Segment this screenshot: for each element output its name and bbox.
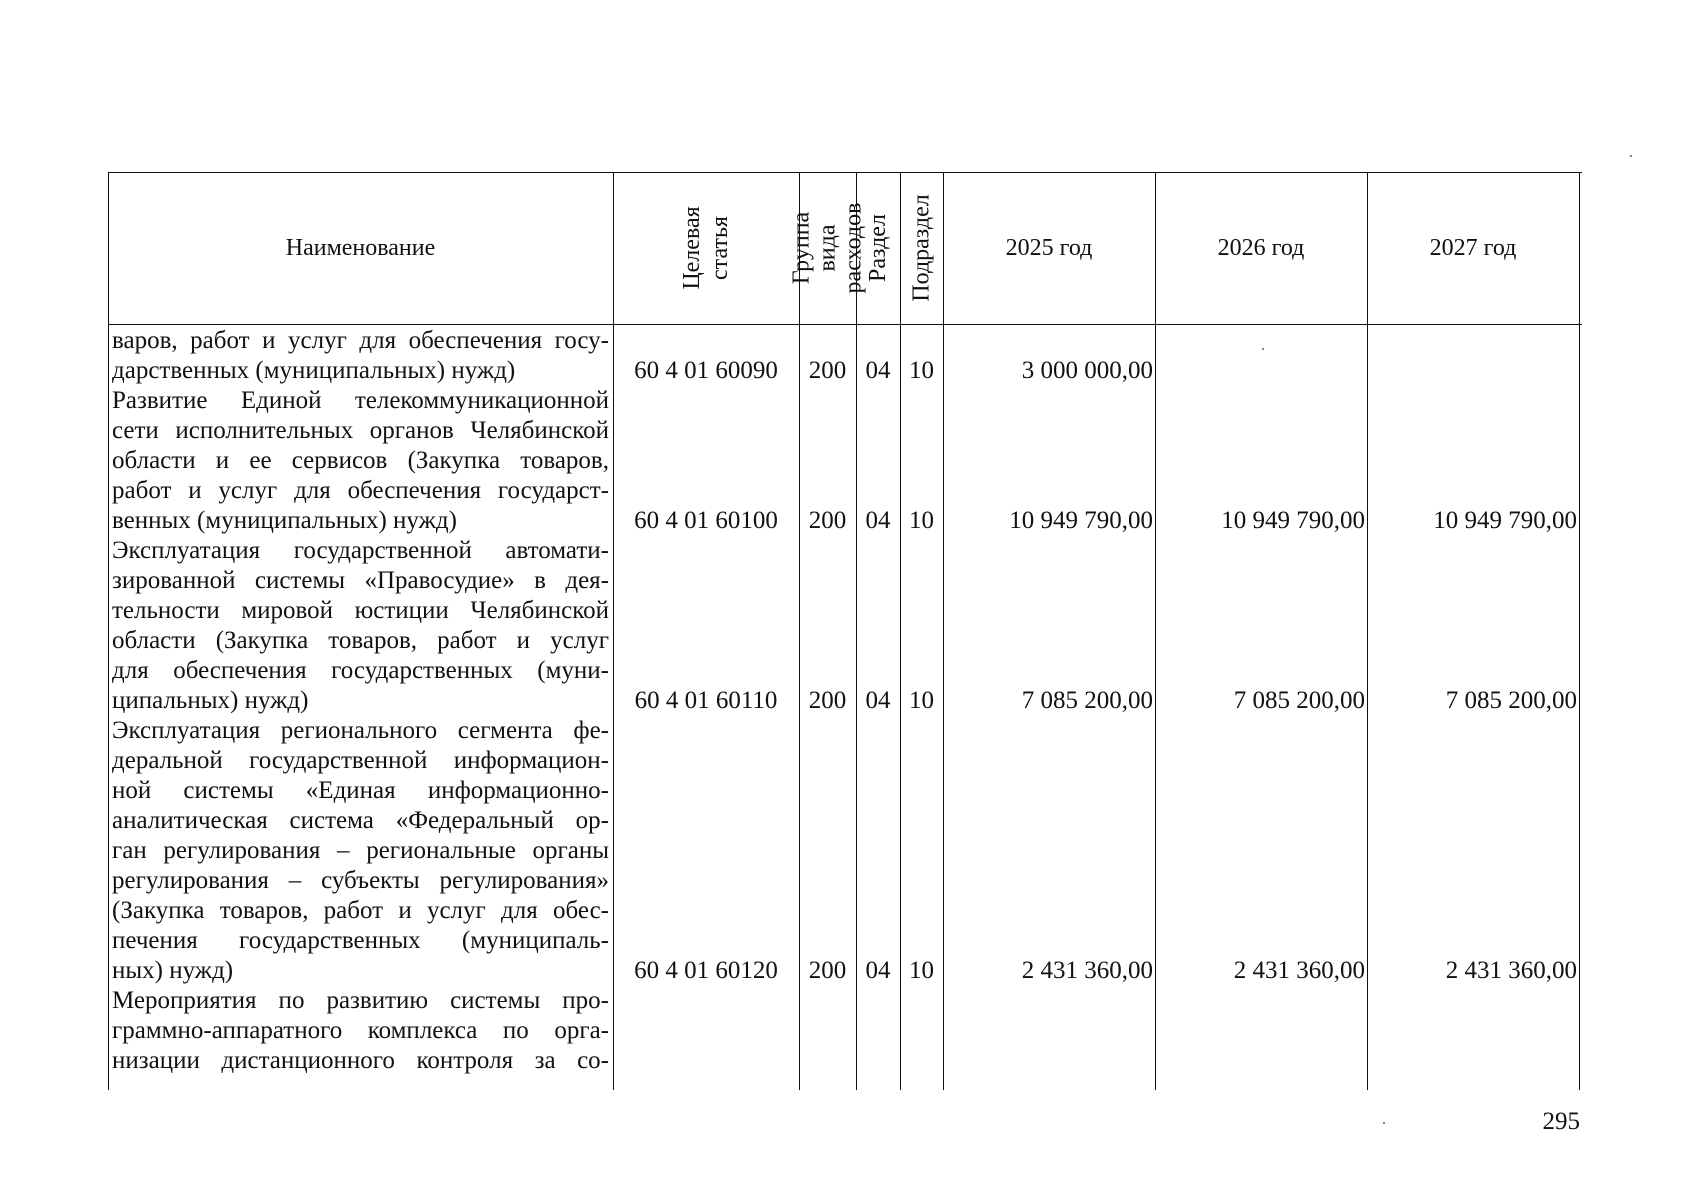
section-cell: 04	[865, 357, 891, 384]
expense-group-cell: 200	[808, 957, 847, 984]
amount-2027-cell: 10 949 790,00	[1433, 507, 1577, 534]
description-line: работ и услуг для обеспечения государст-	[112, 477, 609, 504]
header-name-cell	[108, 172, 613, 324]
budget-table	[108, 172, 1582, 1090]
description-line: Эксплуатация регионального сегмента фе-	[112, 717, 609, 744]
header-group: Группа вида расходов	[788, 202, 867, 294]
amount-2026-cell: 10 949 790,00	[1221, 507, 1365, 534]
row-description	[112, 386, 609, 536]
amount-2027-cell: 2 431 360,00	[1445, 957, 1577, 984]
header-section: Раздел	[865, 214, 892, 282]
header-2026: 2026 год	[1217, 235, 1305, 261]
description-line: низации дистанционного контроля за со-	[112, 1047, 609, 1074]
description-line: ных) нужд)	[112, 957, 234, 984]
header-2027-cell	[1367, 172, 1579, 324]
description-line: аналитическая система «Федеральный ор-	[112, 807, 609, 834]
description-line: венных (муниципальных) нужд)	[112, 507, 457, 534]
header-subsection-cell	[900, 172, 943, 324]
description-line: Развитие Единой телекоммуникационной	[112, 387, 609, 414]
description-line: области и ее сервисов (Закупка товаров,	[112, 447, 609, 474]
description-line: тельности мировой юстиции Челябинской	[112, 597, 609, 624]
amount-2026-cell: 7 085 200,00	[1233, 687, 1365, 714]
row-description	[112, 986, 609, 1076]
description-line: печения государственных (муниципаль-	[112, 927, 609, 954]
description-line: ципальных) нужд)	[112, 687, 309, 714]
description-line: (Закупка товаров, работ и услуг для обес-	[112, 897, 609, 924]
header-2026-cell	[1155, 172, 1367, 324]
header-target: Целевая статья	[679, 206, 733, 290]
amount-2025-cell: 2 431 360,00	[1021, 957, 1153, 984]
expense-group-cell: 200	[808, 687, 847, 714]
subsection-cell: 10	[909, 357, 934, 384]
description-line: Мероприятия по развитию системы про-	[112, 987, 609, 1014]
subsection-cell: 10	[909, 687, 934, 714]
description-line: для обеспечения государственных (муни-	[112, 657, 609, 684]
description-line: дарственных (муниципальных) нужд)	[112, 357, 516, 384]
header-name: Наименование	[285, 235, 436, 261]
amount-2026-cell: 2 431 360,00	[1233, 957, 1365, 984]
expense-group-cell: 200	[808, 357, 847, 384]
description-line: зированной системы «Правосудие» в дея-	[112, 567, 609, 594]
amount-2027-cell: 7 085 200,00	[1445, 687, 1577, 714]
amount-2025-cell: 3 000 000,00	[1021, 357, 1153, 384]
header-subsection: Подраздел	[908, 194, 935, 302]
section-cell: 04	[865, 687, 891, 714]
description-line: ной системы «Единая информационно-	[112, 777, 609, 804]
header-section-cell	[856, 172, 900, 324]
description-line: области (Закупка товаров, работ и услуг	[112, 627, 609, 654]
description-line: варов, работ и услуг для обеспечения госу-	[112, 327, 609, 354]
scan-speck	[1262, 348, 1264, 350]
target-code-cell: 60 4 01 60120	[634, 957, 778, 984]
scan-speck	[1630, 155, 1632, 157]
description-line: ган регулирования – региональные органы	[112, 837, 609, 864]
target-code-cell: 60 4 01 60100	[634, 507, 778, 534]
description-line: деральной государственной информацион-	[112, 747, 609, 774]
scan-speck	[1383, 1122, 1385, 1124]
row-description	[112, 536, 609, 716]
expense-group-cell: 200	[808, 507, 847, 534]
header-group-cell	[788, 172, 867, 324]
header-target-cell	[613, 172, 799, 324]
target-code-cell: 60 4 01 60090	[634, 357, 778, 384]
page-number: 295	[1542, 1108, 1580, 1135]
amount-2025-cell: 7 085 200,00	[1021, 687, 1153, 714]
description-line: сети исполнительных органов Челябинской	[112, 417, 609, 444]
section-cell: 04	[865, 957, 891, 984]
target-code-cell: 60 4 01 60110	[634, 687, 778, 714]
row-description	[112, 326, 609, 386]
header-2027: 2027 год	[1429, 235, 1517, 261]
description-line: граммно-аппаратного комплекса по орга-	[112, 1017, 609, 1044]
table-border-right	[1579, 172, 1580, 1090]
subsection-cell: 10	[909, 957, 934, 984]
description-line: регулирования – субъекты регулирования»	[112, 867, 609, 894]
description-line: Эксплуатация государственной автомати-	[112, 537, 609, 564]
subsection-cell: 10	[909, 507, 934, 534]
section-cell: 04	[865, 507, 891, 534]
header-2025-cell	[943, 172, 1155, 324]
header-2025: 2025 год	[1005, 235, 1093, 261]
row-description	[112, 716, 609, 986]
amount-2025-cell: 10 949 790,00	[1009, 507, 1153, 534]
header-divider	[108, 324, 1582, 325]
